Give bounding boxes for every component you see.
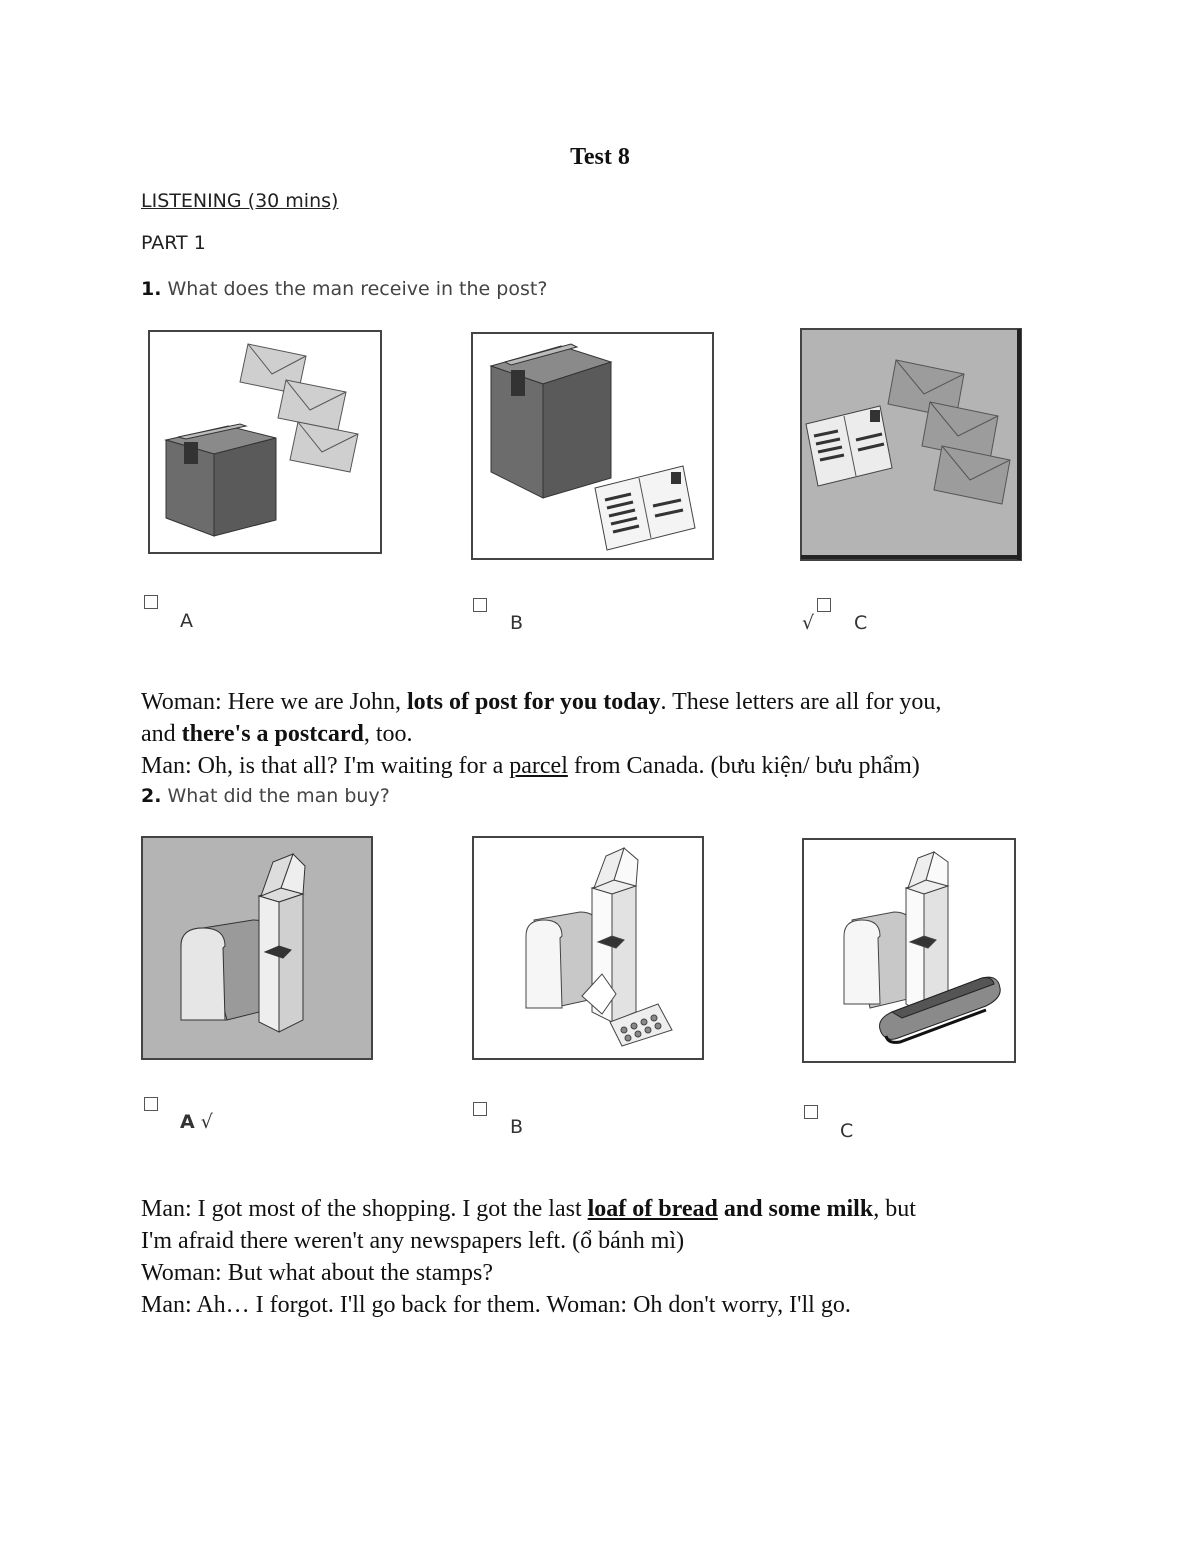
test-title: Test 8 bbox=[570, 144, 630, 170]
q2-option-b-checkbox[interactable] bbox=[473, 1102, 487, 1116]
q2-transcript bbox=[141, 1193, 1081, 1321]
q1-option-c-checkbox[interactable] bbox=[817, 598, 831, 612]
question-2 bbox=[141, 785, 390, 807]
transcript-line: Man: Oh, is that all? I'm waiting for a parcel from Canada. (bưu kiện/ bưu phẩm) bbox=[141, 753, 920, 779]
q2-option-c-letter: C bbox=[840, 1120, 854, 1142]
q2-option-a-picture[interactable] bbox=[141, 836, 373, 1060]
q2-option-b-picture[interactable] bbox=[472, 836, 704, 1060]
transcript-line: I'm afraid there weren't any newspapers left. (ổ bánh mì) bbox=[141, 1228, 685, 1254]
q1-option-b-letter: B bbox=[510, 612, 524, 634]
transcript-line: Woman: But what about the stamps? bbox=[141, 1260, 494, 1286]
question-1-text: What does the man receive in the post? bbox=[167, 278, 548, 300]
q2-option-c-picture[interactable] bbox=[802, 838, 1016, 1063]
q1-option-c-mark: √ bbox=[802, 612, 815, 634]
transcript-line: Woman: Here we are John, lots of post for you today. These letters are all for you, bbox=[141, 689, 942, 715]
transcript-line: Man: I got most of the shopping. I got the last loaf of bread and some milk, but bbox=[141, 1196, 916, 1222]
q1-option-c-label bbox=[854, 612, 867, 634]
q1-option-a-letter: A bbox=[180, 610, 193, 632]
q2-option-a-label bbox=[180, 1111, 213, 1133]
question-1-number: 1. bbox=[141, 278, 162, 300]
q1-option-a-checkbox[interactable] bbox=[144, 595, 158, 609]
question-1 bbox=[141, 278, 547, 300]
q1-option-a-picture[interactable] bbox=[148, 330, 382, 554]
question-2-number: 2. bbox=[141, 785, 162, 807]
milk-carton-icon bbox=[906, 852, 948, 1014]
milk-carton-icon bbox=[259, 854, 305, 1032]
section-heading: LISTENING (30 mins) bbox=[141, 190, 339, 212]
q1-option-b-picture[interactable] bbox=[471, 332, 714, 560]
parcel-box-icon bbox=[166, 424, 276, 536]
parcel-box-icon bbox=[491, 344, 611, 498]
q2-option-b-label bbox=[510, 1116, 523, 1138]
q2-option-a-letter: A bbox=[180, 1111, 195, 1133]
q1-option-c-picture[interactable] bbox=[800, 328, 1022, 561]
q1-option-b-checkbox[interactable] bbox=[473, 598, 487, 612]
q1-option-a-label bbox=[180, 610, 193, 632]
q2-option-b-letter: B bbox=[510, 1116, 524, 1138]
q1-transcript bbox=[141, 686, 1081, 782]
q1-option-c-letter: C bbox=[854, 612, 868, 634]
q2-option-a-mark: √ bbox=[200, 1111, 213, 1133]
q2-option-c-label bbox=[840, 1120, 853, 1142]
part-heading: PART 1 bbox=[141, 232, 206, 254]
transcript-line: and there's a postcard, too. bbox=[141, 721, 413, 747]
question-2-text: What did the man buy? bbox=[167, 785, 390, 807]
bread-loaf-icon bbox=[844, 912, 912, 1008]
transcript-line: Man: Ah… I forgot. I'll go back for them. Woman: Oh don't worry, I'll go. bbox=[141, 1292, 851, 1318]
q1-option-b-label bbox=[510, 612, 523, 634]
q2-option-a-checkbox[interactable] bbox=[144, 1097, 158, 1111]
q2-option-c-checkbox[interactable] bbox=[804, 1105, 818, 1119]
